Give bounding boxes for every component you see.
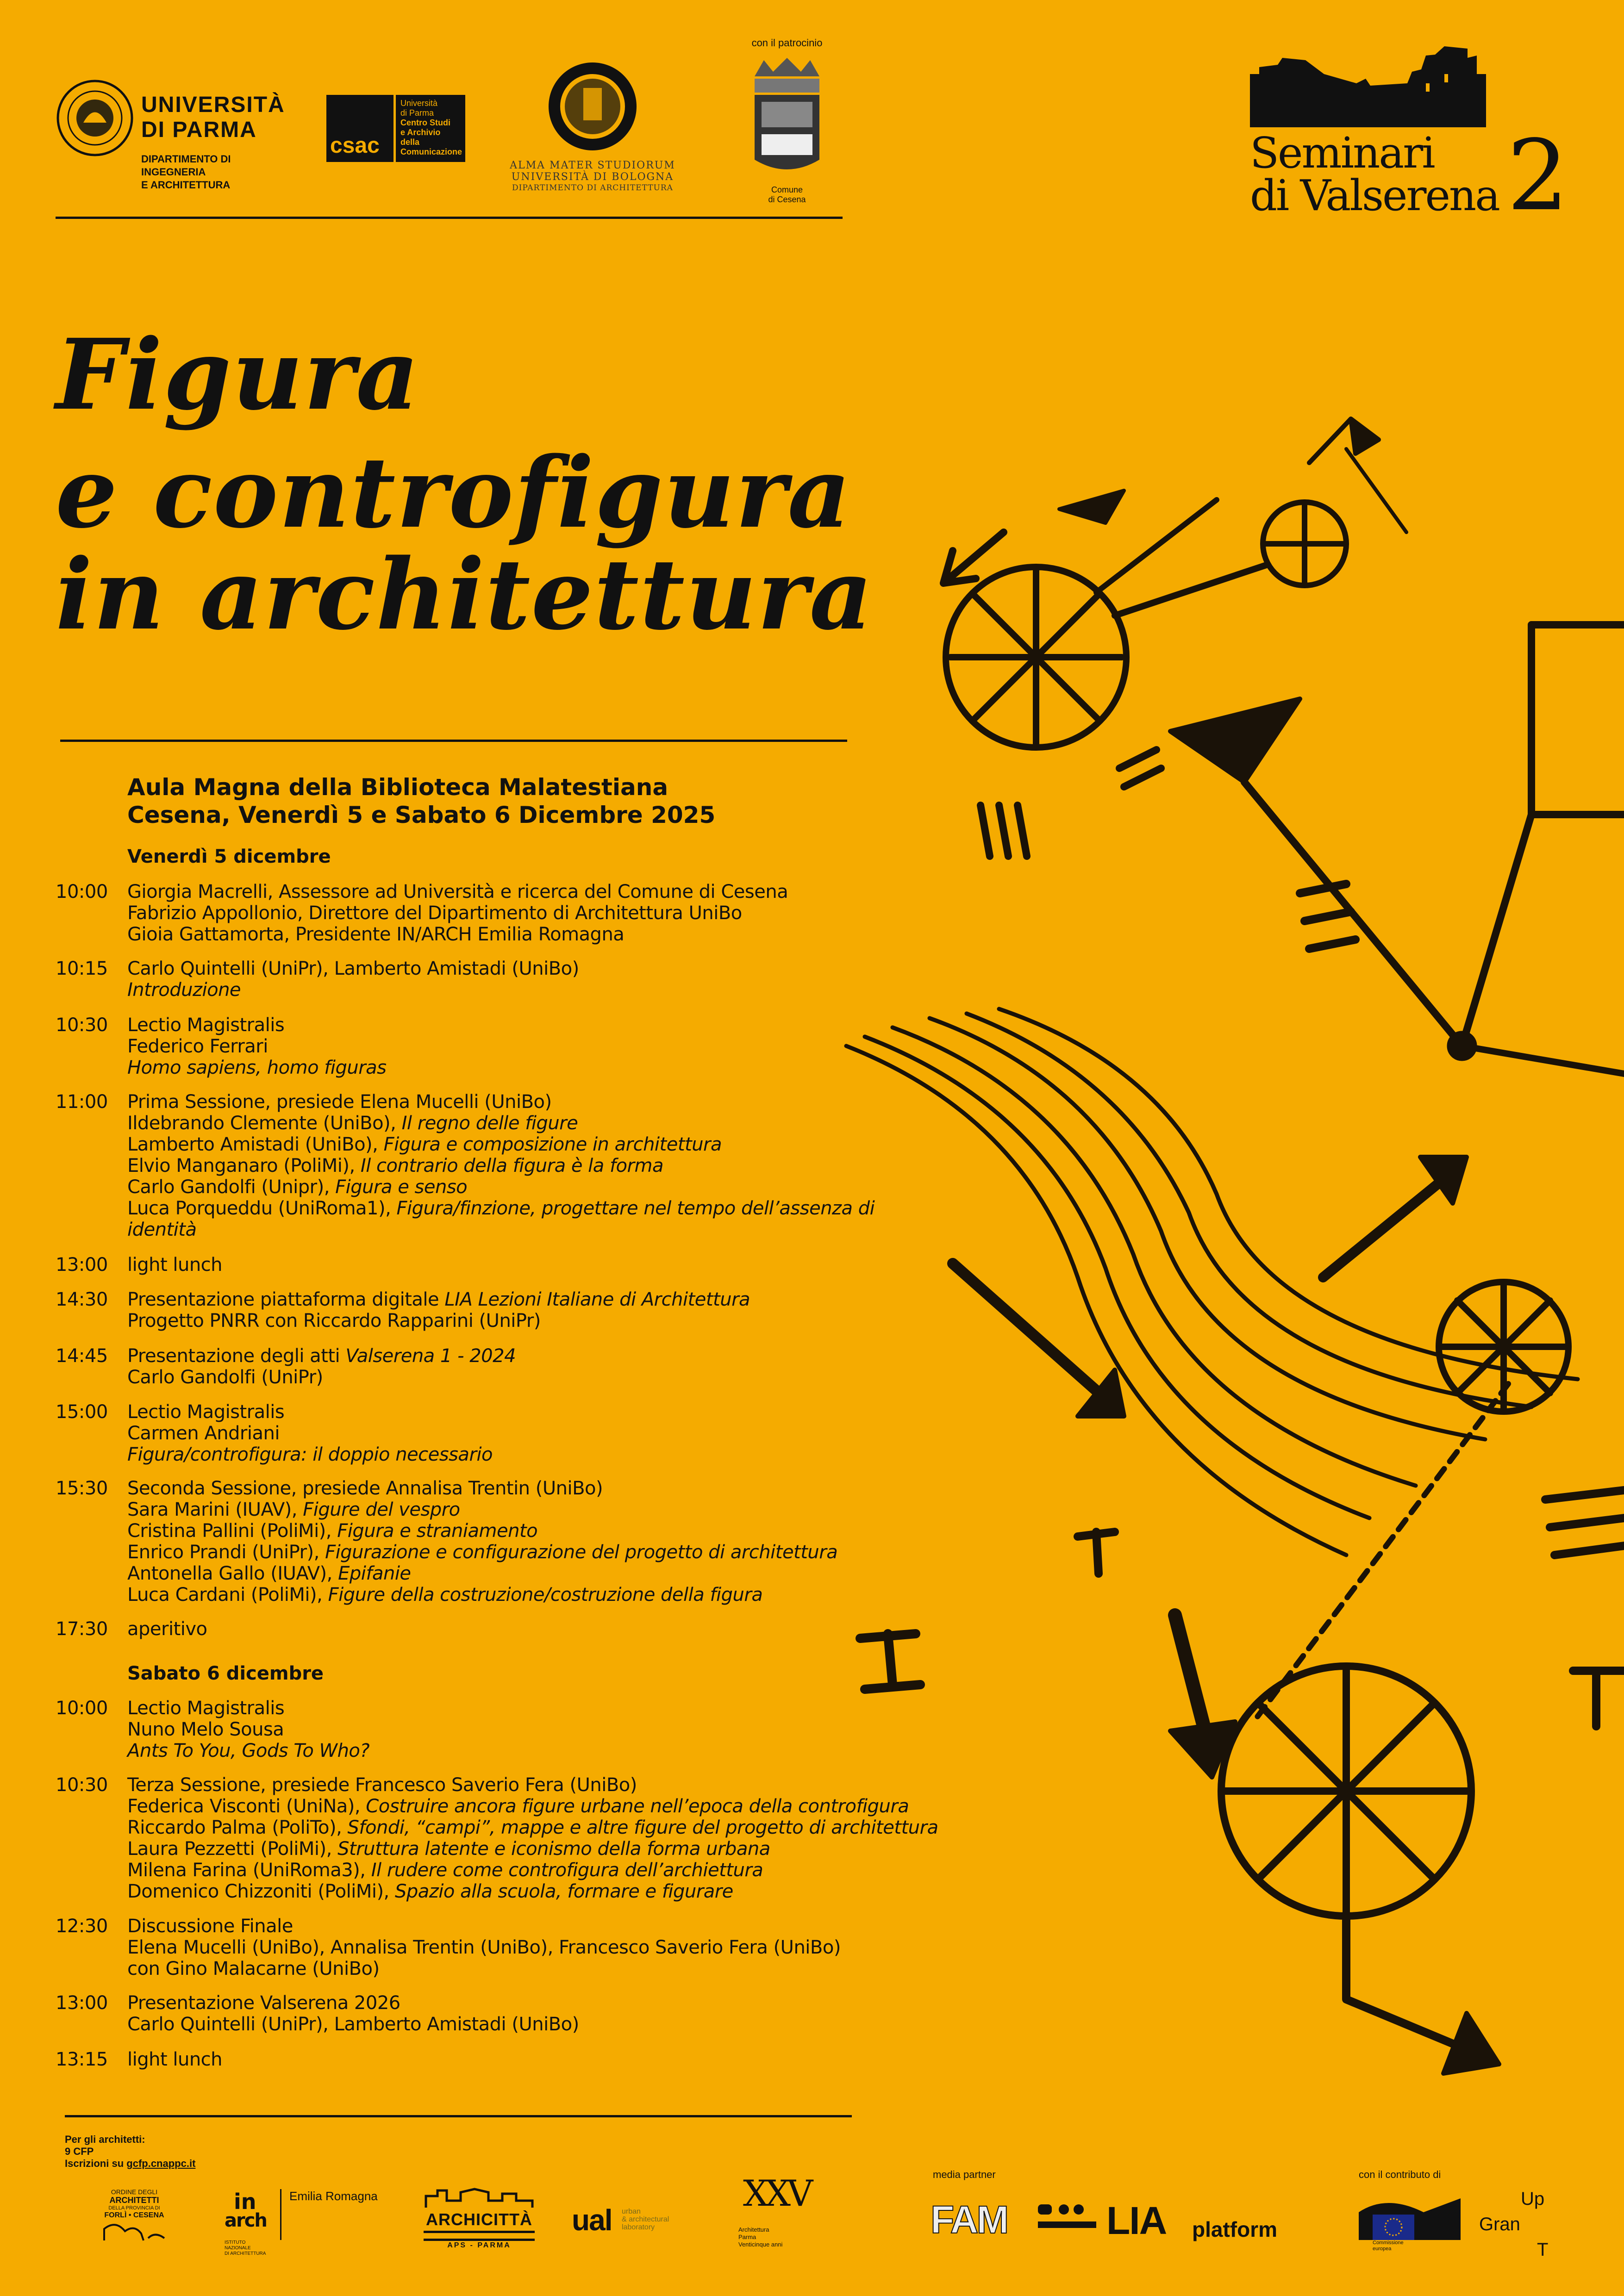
patronage-name: Comune di Cesena <box>768 185 806 204</box>
title-line-3: in architettura <box>56 537 874 652</box>
title-line-1: Figura <box>56 317 420 432</box>
unibo-text: ALMA MATER STUDIORUM UNIVERSITÀ DI BOLOGNA DIPARTIMENTO DI ARCHITETTURA <box>510 160 675 193</box>
footer-rule <box>65 2115 852 2117</box>
venue-line-1: Aula Magna della Biblioteca Malatestiana <box>127 774 668 801</box>
patronage: con il patrocinio Comune di Cesena <box>736 37 838 218</box>
csac-logo <box>326 95 465 162</box>
wheel-icon-1 <box>946 567 1126 747</box>
cesena-crest-icon <box>750 58 824 178</box>
contributo-label: con il contributo di <box>1359 2169 1441 2180</box>
unipr-seal-icon <box>56 79 134 157</box>
lia-mark-icon <box>1037 2201 1097 2238</box>
day-heading-friday: Venerdì 5 dicembre <box>127 846 331 867</box>
venue-line-2: Cesena, Venerdì 5 e Sabato 6 Dicembre 2025 <box>127 802 716 828</box>
ual-text: urban & architectural laboratory <box>622 2208 669 2231</box>
wheel-icon-4 <box>1221 1666 1471 1916</box>
unibo-seal-icon <box>546 60 639 153</box>
inarch-sub: ISTITUTO NAZIONALE DI ARCHITETTURA <box>225 2240 266 2256</box>
archicitta-base <box>424 2231 535 2241</box>
title-rule <box>60 740 847 742</box>
xxv-text: Architettura Parma Venticinque anni <box>738 2226 783 2248</box>
machine-drawing-illustration <box>837 398 1624 2110</box>
wheel-icon-2 <box>1263 502 1346 585</box>
eu-text: Commissione europea <box>1373 2240 1404 2252</box>
registration-link[interactable]: gcfp.cnappc.it <box>126 2158 196 2169</box>
series-logo <box>1250 46 1574 231</box>
inarch-divider <box>280 2189 281 2240</box>
unibo-logo <box>509 60 676 199</box>
unipr-name: UNIVERSITÀ DI PARMA <box>141 93 285 142</box>
unipr-dept: DIPARTIMENTO DI INGEGNERIA E ARCHITETTURA <box>141 153 231 191</box>
media-partner-label: media partner <box>933 2169 996 2180</box>
unipr-logo <box>56 79 296 191</box>
title-line-2: e controfigura <box>56 436 852 550</box>
archicitta-skyline-icon <box>424 2187 535 2210</box>
series-number: 2 <box>1507 119 1569 232</box>
series-title: Seminari di Valserena <box>1250 128 1499 220</box>
header-rule <box>56 217 843 219</box>
inarch-logo: in arch Emilia Romagna ISTITUTO NAZIONALE DI ARCHITETTURA <box>225 2189 378 2256</box>
wave-icon <box>102 2220 167 2243</box>
eu-commission-logo <box>1359 2194 1461 2259</box>
archicitta-logo: ARCHICITTÀ APS - PARMA <box>424 2187 539 2256</box>
credits-info: Per gli architetti: 9 CFP Iscrizioni su gcfp.cnappc.it <box>65 2134 196 2169</box>
lia-platform-logo: LIA platform <box>1037 2198 1296 2240</box>
skyline-icon <box>1250 46 1500 130</box>
ual-logo: ual urban & architectural laboratory <box>572 2203 669 2237</box>
csac-text: Università di Parma Centro Studi e Archivio della Comunicazione <box>396 95 465 162</box>
architettura-parma-logo: XXV Architettura Parma Venticinque anni <box>738 2173 810 2248</box>
csac-mark: csac <box>326 95 394 162</box>
eu-flag-icon <box>1359 2194 1461 2240</box>
day-heading-saturday: Sabato 6 dicembre <box>127 1663 324 1684</box>
ordine-architetti-logo: ORDINE DEGLI ARCHITETTI DELLA PROVINCIA DI FORLÌ • CESENA <box>97 2188 171 2253</box>
fam-logo: FAM <box>931 2198 1007 2241</box>
upgrant-logo: Up Gran T <box>1479 2189 1549 2260</box>
